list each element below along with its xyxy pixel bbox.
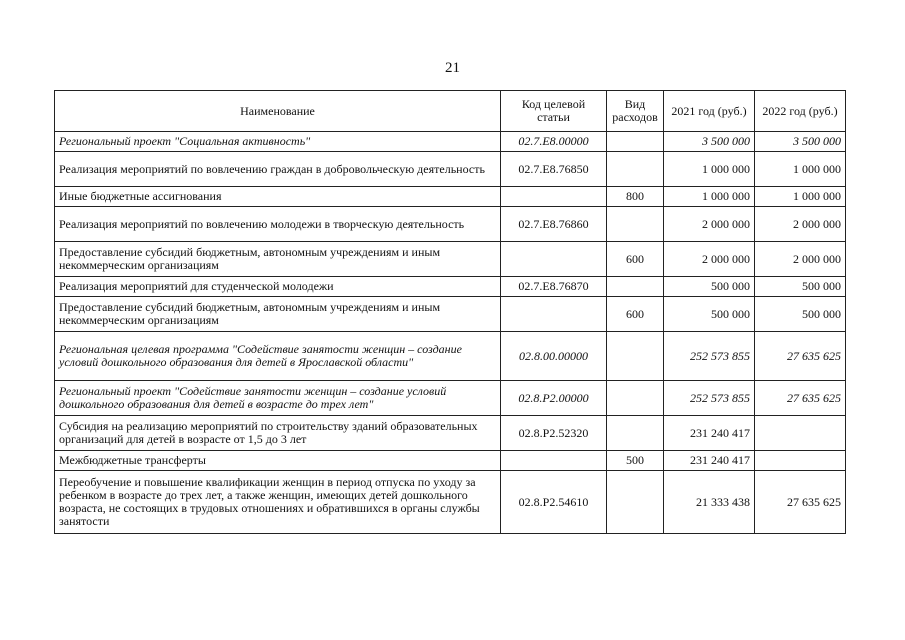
cell-code: 02.8.Р2.54610: [501, 471, 607, 534]
table-row: [55, 416, 846, 451]
cell-2022: [755, 416, 846, 451]
header-2021: 2021 год (руб.): [664, 91, 755, 132]
cell-2022: 27 635 625: [755, 471, 846, 534]
cell-code: 02.7.Е8.76850: [501, 152, 607, 187]
cell-type: [607, 332, 664, 381]
table-row: [55, 471, 846, 534]
cell-name: Иные бюджетные ассигнования: [55, 187, 501, 207]
table-row: [55, 277, 846, 297]
table-row: [55, 242, 846, 277]
table-row: [55, 152, 846, 187]
cell-name: Региональный проект "Содействие занятости женщин – создание условий дошкольного образования для детей в возрасте до трех лет": [55, 381, 501, 416]
cell-2021: 21 333 438: [664, 471, 755, 534]
table-row: [55, 451, 846, 471]
cell-code: [501, 187, 607, 207]
budget-table: [54, 90, 846, 534]
cell-name: Реализация мероприятий по вовлечению молодежи в творческую деятельность: [55, 207, 501, 242]
cell-2022: 2 000 000: [755, 242, 846, 277]
cell-2021: 231 240 417: [664, 451, 755, 471]
cell-type: [607, 471, 664, 534]
table-row: [55, 132, 846, 152]
cell-type: 500: [607, 451, 664, 471]
table-row: [55, 297, 846, 332]
header-expense-type: Вид расходов: [607, 91, 664, 132]
table-row: [55, 332, 846, 381]
cell-2022: 500 000: [755, 297, 846, 332]
cell-2021: 500 000: [664, 297, 755, 332]
cell-2022: 27 635 625: [755, 332, 846, 381]
cell-name: Региональная целевая программа "Содействие занятости женщин – создание условий дошкольного образования для детей в Ярославской области": [55, 332, 501, 381]
cell-type: 800: [607, 187, 664, 207]
header-code: Код целевой статьи: [501, 91, 607, 132]
cell-2021: 1 000 000: [664, 152, 755, 187]
table-row: [55, 187, 846, 207]
cell-2021: 2 000 000: [664, 242, 755, 277]
table-row: [55, 207, 846, 242]
cell-type: [607, 381, 664, 416]
cell-2021: 2 000 000: [664, 207, 755, 242]
cell-type: [607, 277, 664, 297]
cell-type: 600: [607, 297, 664, 332]
cell-2022: 500 000: [755, 277, 846, 297]
cell-code: [501, 242, 607, 277]
cell-name: Реализация мероприятий для студенческой молодежи: [55, 277, 501, 297]
cell-code: 02.7.Е8.76860: [501, 207, 607, 242]
table-header-row: [55, 91, 846, 132]
cell-type: [607, 416, 664, 451]
cell-code: 02.7.Е8.76870: [501, 277, 607, 297]
cell-2021: 500 000: [664, 277, 755, 297]
cell-name: Переобучение и повышение квалификации женщин в период отпуска по уходу за ребенком в возрасте до трех лет, а также женщин, имеющих детей дошкольного возраста, не состоящих в трудовых отношениях и обратившихся в органы службы занятости: [55, 471, 501, 534]
page-number: 21: [445, 60, 460, 76]
cell-name: Предоставление субсидий бюджетным, автономным учреждениям и иным некоммерческим организациям: [55, 242, 501, 277]
cell-2021: 252 573 855: [664, 332, 755, 381]
cell-type: [607, 132, 664, 152]
cell-2022: 1 000 000: [755, 187, 846, 207]
cell-type: [607, 207, 664, 242]
cell-2021: 3 500 000: [664, 132, 755, 152]
cell-code: 02.8.00.00000: [501, 332, 607, 381]
cell-name: Субсидия на реализацию мероприятий по строительству зданий образовательных организаций для детей в возрасте от 1,5 до 3 лет: [55, 416, 501, 451]
header-name: Наименование: [55, 91, 501, 132]
cell-name: Региональный проект "Социальная активность": [55, 132, 501, 152]
cell-name: Предоставление субсидий бюджетным, автономным учреждениям и иным некоммерческим организациям: [55, 297, 501, 332]
cell-name: Реализация мероприятий по вовлечению граждан в добровольческую деятельность: [55, 152, 501, 187]
cell-2021: 252 573 855: [664, 381, 755, 416]
table-row: [55, 381, 846, 416]
cell-2022: [755, 451, 846, 471]
cell-code: [501, 297, 607, 332]
cell-name: Межбюджетные трансферты: [55, 451, 501, 471]
cell-type: 600: [607, 242, 664, 277]
header-2022: 2022 год (руб.): [755, 91, 846, 132]
cell-code: [501, 451, 607, 471]
cell-2021: 231 240 417: [664, 416, 755, 451]
cell-code: 02.8.Р2.00000: [501, 381, 607, 416]
cell-2022: 27 635 625: [755, 381, 846, 416]
cell-2022: 1 000 000: [755, 152, 846, 187]
cell-code: 02.8.Р2.52320: [501, 416, 607, 451]
cell-code: 02.7.Е8.00000: [501, 132, 607, 152]
cell-type: [607, 152, 664, 187]
cell-2021: 1 000 000: [664, 187, 755, 207]
cell-2022: 2 000 000: [755, 207, 846, 242]
cell-2022: 3 500 000: [755, 132, 846, 152]
